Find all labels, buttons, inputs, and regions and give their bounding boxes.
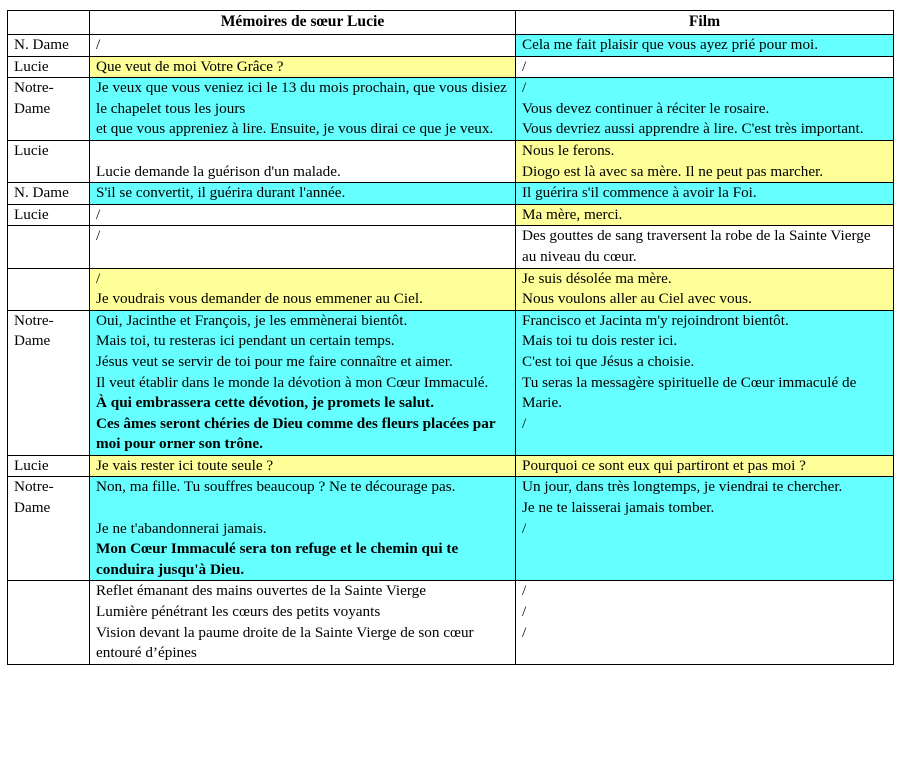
- speaker-cell: N. Dame: [8, 35, 90, 57]
- film-cell: [516, 183, 894, 205]
- film-line: /: [522, 414, 527, 432]
- film-line: Un jour, dans très longtemps, je viendrai te chercher.: [522, 478, 843, 496]
- memoir-line: /: [96, 269, 101, 287]
- film-cell: [516, 56, 894, 78]
- memoir-cell: [90, 35, 516, 57]
- memoir-cell: [90, 226, 516, 268]
- comparison-table: [7, 10, 894, 665]
- header-row: [8, 11, 894, 35]
- speaker-cell: Notre- Dame: [8, 78, 90, 141]
- memoir-line: Il veut établir dans le monde la dévotion à mon Cœur Immaculé.: [96, 373, 489, 391]
- film-line: /: [522, 79, 527, 97]
- memoir-line: [96, 141, 509, 162]
- table-row: [8, 581, 894, 664]
- memoir-cell: [90, 56, 516, 78]
- film-cell: [516, 455, 894, 477]
- table-row: [8, 204, 894, 226]
- film-line: Des gouttes de sang traversent la robe de la Sainte Vierge au niveau du cœur.: [522, 227, 871, 265]
- film-line: Tu seras la messagère spirituelle de Cœur immaculé de Marie.: [522, 373, 857, 412]
- film-cell: [516, 581, 894, 664]
- film-line: Ma mère, merci.: [522, 205, 623, 223]
- memoir-line: À qui embrassera cette dévotion, je promets le salut.: [96, 394, 435, 412]
- film-line: Francisco et Jacinta m'y rejoindront bientôt.: [522, 311, 789, 329]
- table-row: [8, 35, 894, 57]
- table-row: [8, 477, 894, 581]
- header-memoir: Mémoires de sœur Lucie: [90, 11, 516, 35]
- speaker-cell: N. Dame: [8, 183, 90, 205]
- memoir-line: Oui, Jacinthe et François, je les emmènerai bientôt.: [96, 311, 408, 329]
- memoir-line: Non, ma fille. Tu souffres beaucoup ? Ne te décourage pas.: [96, 478, 456, 496]
- table-row: [8, 140, 894, 182]
- memoir-line: Jésus veut se servir de toi pour me faire connaître et aimer.: [96, 352, 453, 370]
- memoir-line: [96, 498, 509, 519]
- film-line: Diogo est là avec sa mère. Il ne peut pas marcher.: [522, 162, 824, 180]
- memoir-line: Je ne t'abandonnerai jamais.: [96, 519, 267, 537]
- memoir-cell: [90, 477, 516, 581]
- film-line: Vous devriez aussi apprendre à lire. C'est très important.: [522, 120, 864, 138]
- memoir-cell: [90, 183, 516, 205]
- memoir-cell: [90, 140, 516, 182]
- speaker-cell: [8, 226, 90, 268]
- film-line: /: [522, 519, 527, 537]
- memoir-cell: [90, 268, 516, 310]
- memoir-cell: [90, 78, 516, 141]
- film-line: Vous devez continuer à réciter le rosaire.: [522, 99, 770, 117]
- film-line: Il guérira s'il commence à avoir la Foi.: [522, 184, 757, 202]
- film-line: Nous voulons aller au Ciel avec vous.: [522, 290, 752, 308]
- memoir-line: /: [96, 227, 101, 245]
- speaker-cell: Notre- Dame: [8, 477, 90, 581]
- table-row: [8, 183, 894, 205]
- film-cell: [516, 268, 894, 310]
- speaker-cell: [8, 268, 90, 310]
- film-line: Mais toi tu dois rester ici.: [522, 332, 678, 350]
- table-row: [8, 310, 894, 455]
- header-speaker: [8, 11, 90, 35]
- memoir-line: Que veut de moi Votre Grâce ?: [96, 57, 284, 75]
- film-cell: [516, 226, 894, 268]
- speaker-cell: Lucie: [8, 140, 90, 182]
- memoir-cell: [90, 204, 516, 226]
- film-cell: [516, 35, 894, 57]
- memoir-cell: [90, 455, 516, 477]
- memoir-line: Ces âmes seront chéries de Dieu comme des fleurs placées par moi pour orner son trône.: [96, 414, 496, 453]
- speaker-cell: Lucie: [8, 56, 90, 78]
- table-row: [8, 455, 894, 477]
- memoir-line: Vision devant la paume droite de la Sainte Vierge de son cœur entouré d’épines: [96, 623, 474, 662]
- memoir-line: Reflet émanant des mains ouvertes de la Sainte Vierge: [96, 582, 427, 600]
- film-line: /: [522, 57, 527, 75]
- memoir-line: /: [96, 205, 101, 223]
- film-line: /: [522, 582, 527, 600]
- memoir-line: et que vous appreniez à lire. Ensuite, je vous dirai ce que je veux.: [96, 120, 494, 138]
- speaker-cell: [8, 581, 90, 664]
- memoir-line: Je voudrais vous demander de nous emmener au Ciel.: [96, 290, 423, 308]
- film-line: /: [522, 603, 527, 621]
- memoir-line: /: [96, 36, 101, 53]
- speaker-cell: Lucie: [8, 204, 90, 226]
- film-line: C'est toi que Jésus a choisie.: [522, 352, 695, 370]
- speaker-cell: Notre- Dame: [8, 310, 90, 455]
- film-line: Nous le ferons.: [522, 141, 615, 159]
- memoir-line: S'il se convertit, il guérira durant l'année.: [96, 184, 346, 202]
- memoir-cell: [90, 581, 516, 664]
- table-row: [8, 226, 894, 268]
- film-line: Je suis désolée ma mère.: [522, 269, 672, 287]
- film-line: Je ne te laisserai jamais tomber.: [522, 499, 715, 517]
- film-line: /: [522, 623, 527, 641]
- table-row: [8, 78, 894, 141]
- memoir-cell: [90, 310, 516, 455]
- film-cell: [516, 140, 894, 182]
- memoir-line: Mon Cœur Immaculé sera ton refuge et le chemin qui te conduira jusqu'à Dieu.: [96, 540, 459, 578]
- film-cell: [516, 477, 894, 581]
- film-cell: [516, 310, 894, 455]
- film-cell: [516, 204, 894, 226]
- header-film: Film: [516, 11, 894, 35]
- table-row: [8, 56, 894, 78]
- memoir-line: Mais toi, tu resteras ici pendant un certain temps.: [96, 332, 395, 350]
- table-row: [8, 268, 894, 310]
- memoir-line: Lucie demande la guérison d'un malade.: [96, 162, 341, 180]
- film-line: Cela me fait plaisir que vous ayez prié pour moi.: [522, 36, 819, 53]
- table-body: [8, 35, 894, 665]
- memoir-line: Je veux que vous veniez ici le 13 du mois prochain, que vous disiez le chapelet tous les jours: [96, 79, 507, 117]
- film-line: Pourquoi ce sont eux qui partiront et pas moi ?: [522, 456, 806, 474]
- memoir-line: Lumière pénétrant les cœurs des petits voyants: [96, 603, 381, 621]
- speaker-cell: Lucie: [8, 455, 90, 477]
- memoir-line: Je vais rester ici toute seule ?: [96, 456, 274, 474]
- film-cell: [516, 78, 894, 141]
